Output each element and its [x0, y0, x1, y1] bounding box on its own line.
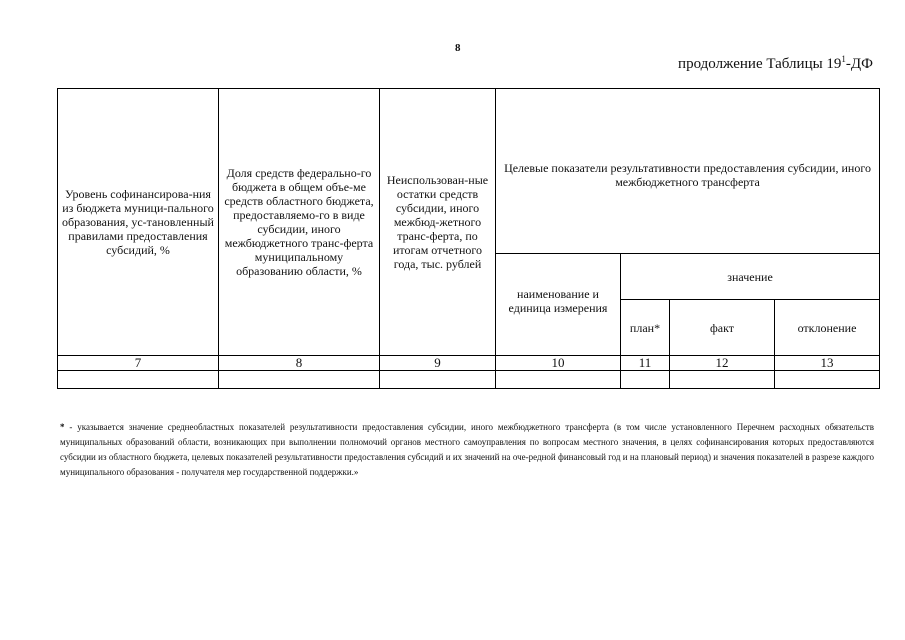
column-number: 9 [380, 356, 496, 371]
empty-cell [775, 371, 880, 389]
column-number: 12 [670, 356, 775, 371]
continuation-text: продолжение Таблицы 19 [678, 56, 842, 72]
column-number: 10 [496, 356, 621, 371]
header-unused-balance: Неиспользован-ные остатки средств субсидии, иного межбюд-жетного транс-ферта, по итогам отчетного года, тыс. рублей [380, 89, 496, 356]
header-name-unit: наименование и единица измерения [496, 254, 621, 356]
page-number: 8 [455, 42, 461, 54]
header-deviation: отклонение [775, 300, 880, 356]
empty-cell [621, 371, 670, 389]
column-number: 8 [219, 356, 380, 371]
empty-data-row [58, 371, 880, 389]
empty-cell [219, 371, 380, 389]
header-target-indicators: Целевые показатели результативности предоставления субсидии, иного межбюджетного трансферта [496, 89, 880, 254]
header-fact: факт [670, 300, 775, 356]
empty-cell [496, 371, 621, 389]
empty-cell [670, 371, 775, 389]
header-value: значение [621, 254, 880, 300]
empty-cell [58, 371, 219, 389]
footnote-star: * [60, 422, 65, 432]
column-number: 7 [58, 356, 219, 371]
indicators-table [57, 88, 880, 389]
continuation-superscript: 1 [841, 54, 846, 64]
column-number: 13 [775, 356, 880, 371]
header-federal-share: Доля средств федерально-го бюджета в общем объе-ме средств областного бюджета, предоставляемо-го в виде субсидии, иного межбюджетного транс-ферта муниципальному образованию области, % [219, 89, 380, 356]
empty-cell [380, 371, 496, 389]
header-plan: план* [621, 300, 670, 356]
header-cofinancing-level: Уровень софинансирова-ния из бюджета муници-пального образования, ус-тановленный правилами предоставления субсидий, % [58, 89, 219, 356]
column-numbers-row [58, 356, 880, 371]
table-continuation-caption [678, 56, 873, 73]
continuation-suffix: -ДФ [845, 56, 873, 72]
column-number: 11 [621, 356, 670, 371]
footnote-text: - указывается значение среднеобластных показателей результативности предоставления субсидии, иного межбюджетного трансферта (в том числе установленного Перечнем расходных обязательств муниципальных образований области, возникающих при выполнении полномочий органов местного самоуправления по вопросам местного значения, в целях софинансирования которых предоставляются субсидии из областного бюджета, целевых показателей результативности предоставления субсидий и их значений на оче-редной финансовый год и на плановый период) и значения показателей в разрезе каждого муниципального образования - получателя мер государственной поддержки.» [60, 422, 874, 477]
footnote [60, 420, 874, 480]
